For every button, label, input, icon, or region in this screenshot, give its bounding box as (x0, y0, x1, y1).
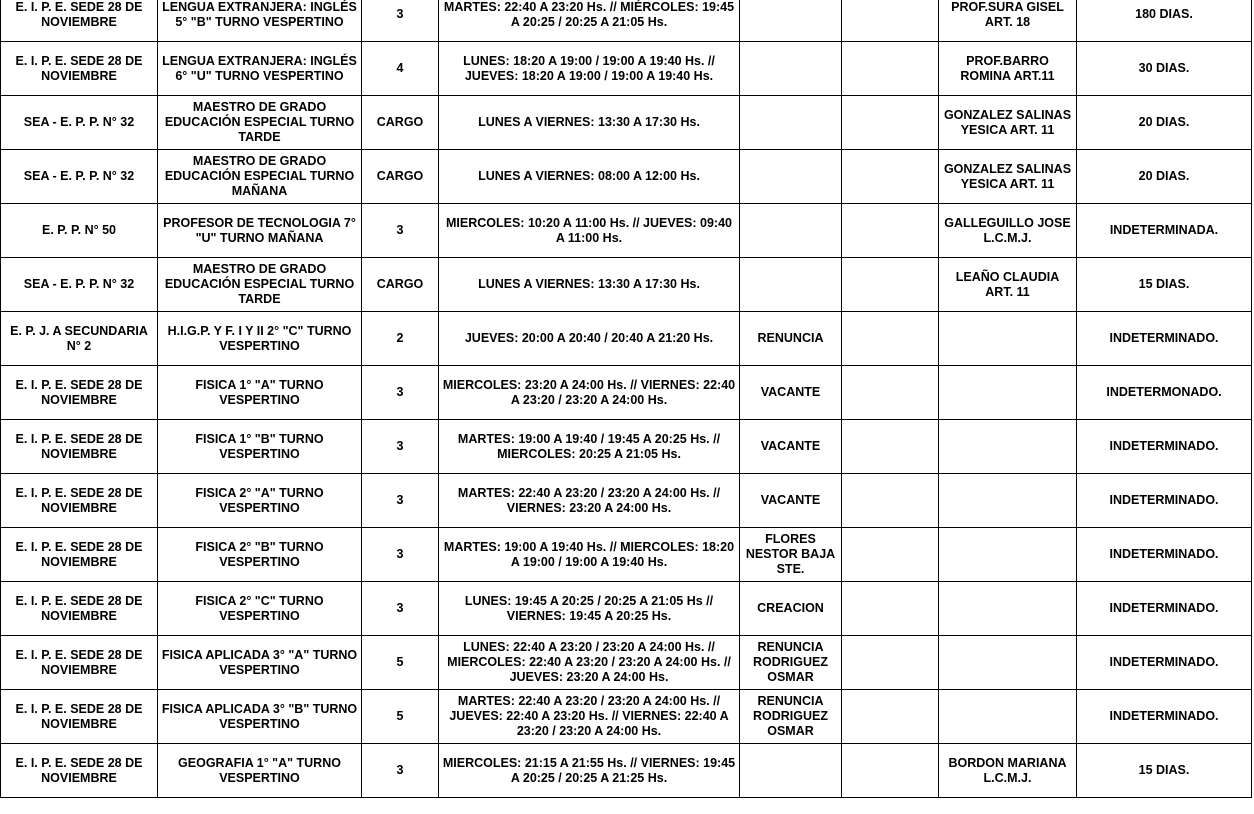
schedule-cell: MIERCOLES: 10:20 A 11:00 Hs. // JUEVES: 09:40 A 11:00 Hs. (439, 204, 740, 258)
table-row (1, 420, 1252, 474)
hours-cell: 3 (362, 0, 439, 42)
status-cell (740, 744, 842, 798)
status-cell: RENUNCIA RODRIGUEZ OSMAR (740, 636, 842, 690)
table-row (1, 0, 1252, 42)
subject-cell: FISICA 1° "B" TURNO VESPERTINO (158, 420, 362, 474)
status-cell (740, 0, 842, 42)
notes-cell (842, 420, 939, 474)
duration-cell: INDETERMINADO. (1077, 690, 1252, 744)
substitute-cell (939, 636, 1077, 690)
status-cell: VACANTE (740, 366, 842, 420)
subject-cell: FISICA 1° "A" TURNO VESPERTINO (158, 366, 362, 420)
school-cell: E. I. P. E. SEDE 28 DE NOVIEMBRE (1, 582, 158, 636)
substitute-cell (939, 366, 1077, 420)
subject-cell: FISICA APLICADA 3° "A" TURNO VESPERTINO (158, 636, 362, 690)
duration-cell: INDETERMINADO. (1077, 312, 1252, 366)
school-cell: E. I. P. E. SEDE 28 DE NOVIEMBRE (1, 690, 158, 744)
hours-cell: 3 (362, 582, 439, 636)
notes-cell (842, 690, 939, 744)
notes-cell (842, 0, 939, 42)
schedule-cell: LUNES A VIERNES: 08:00 A 12:00 Hs. (439, 150, 740, 204)
table-row (1, 312, 1252, 366)
table-row (1, 636, 1252, 690)
notes-cell (842, 96, 939, 150)
substitute-cell: BORDON MARIANA L.C.M.J. (939, 744, 1077, 798)
subject-cell: MAESTRO DE GRADO EDUCACIÓN ESPECIAL TURNO TARDE (158, 258, 362, 312)
school-cell: SEA - E. P. P. N° 32 (1, 96, 158, 150)
duration-cell: 20 DIAS. (1077, 150, 1252, 204)
table-row (1, 744, 1252, 798)
school-cell: E. P. J. A SECUNDARIA N° 2 (1, 312, 158, 366)
subject-cell: FISICA 2° "B" TURNO VESPERTINO (158, 528, 362, 582)
schedule-cell: MARTES: 22:40 A 23:20 Hs. // MIÉRCOLES: 19:45 A 20:25 / 20:25 A 21:05 Hs. (439, 0, 740, 42)
subject-cell: GEOGRAFIA 1° "A" TURNO VESPERTINO (158, 744, 362, 798)
status-cell: FLORES NESTOR BAJA STE. (740, 528, 842, 582)
school-cell: SEA - E. P. P. N° 32 (1, 150, 158, 204)
school-cell: E. P. P. N° 50 (1, 204, 158, 258)
duration-cell: INDETERMINADO. (1077, 474, 1252, 528)
table-row (1, 204, 1252, 258)
substitute-cell (939, 420, 1077, 474)
subject-cell: MAESTRO DE GRADO EDUCACIÓN ESPECIAL TURNO MAÑANA (158, 150, 362, 204)
schedule-cell: LUNES: 22:40 A 23:20 / 23:20 A 24:00 Hs. // MIERCOLES: 22:40 A 23:20 / 23:20 A 24:00 Hs. // JUEVES: 23:20 A 24:00 Hs. (439, 636, 740, 690)
notes-cell (842, 150, 939, 204)
schedule-cell: MIERCOLES: 23:20 A 24:00 Hs. // VIERNES: 22:40 A 23:20 / 23:20 A 24:00 Hs. (439, 366, 740, 420)
schedule-cell: LUNES A VIERNES: 13:30 A 17:30 Hs. (439, 96, 740, 150)
notes-cell (842, 258, 939, 312)
subject-cell: LENGUA EXTRANJERA: INGLÉS 6° "U" TURNO VESPERTINO (158, 42, 362, 96)
duration-cell: INDETERMINADO. (1077, 528, 1252, 582)
hours-cell: 2 (362, 312, 439, 366)
notes-cell (842, 366, 939, 420)
table-row (1, 258, 1252, 312)
status-cell: RENUNCIA (740, 312, 842, 366)
school-cell: E. I. P. E. SEDE 28 DE NOVIEMBRE (1, 366, 158, 420)
schedule-cell: LUNES: 18:20 A 19:00 / 19:00 A 19:40 Hs. // JUEVES: 18:20 A 19:00 / 19:00 A 19:40 Hs. (439, 42, 740, 96)
table-row (1, 474, 1252, 528)
school-cell: E. I. P. E. SEDE 28 DE NOVIEMBRE (1, 0, 158, 42)
substitute-cell: PROF.SURA GISEL ART. 18 (939, 0, 1077, 42)
substitute-cell: GALLEGUILLO JOSE L.C.M.J. (939, 204, 1077, 258)
hours-cell: CARGO (362, 258, 439, 312)
schedule-cell: MARTES: 19:00 A 19:40 / 19:45 A 20:25 Hs. // MIERCOLES: 20:25 A 21:05 Hs. (439, 420, 740, 474)
hours-cell: 4 (362, 42, 439, 96)
substitute-cell: LEAÑO CLAUDIA ART. 11 (939, 258, 1077, 312)
schedule-cell: JUEVES: 20:00 A 20:40 / 20:40 A 21:20 Hs. (439, 312, 740, 366)
notes-cell (842, 636, 939, 690)
status-cell: CREACION (740, 582, 842, 636)
hours-cell: 3 (362, 420, 439, 474)
subject-cell: PROFESOR DE TECNOLOGIA 7° "U" TURNO MAÑANA (158, 204, 362, 258)
table-row (1, 528, 1252, 582)
hours-cell: 5 (362, 690, 439, 744)
hours-cell: 3 (362, 744, 439, 798)
subject-cell: FISICA 2° "C" TURNO VESPERTINO (158, 582, 362, 636)
notes-cell (842, 312, 939, 366)
hours-cell: CARGO (362, 96, 439, 150)
schedule-cell: LUNES A VIERNES: 13:30 A 17:30 Hs. (439, 258, 740, 312)
notes-cell (842, 474, 939, 528)
notes-cell (842, 204, 939, 258)
table-row (1, 366, 1252, 420)
duration-cell: INDETERMONADO. (1077, 366, 1252, 420)
hours-cell: 3 (362, 474, 439, 528)
substitute-cell (939, 474, 1077, 528)
duration-cell: INDETERMINADA. (1077, 204, 1252, 258)
table-row (1, 150, 1252, 204)
notes-cell (842, 528, 939, 582)
school-cell: E. I. P. E. SEDE 28 DE NOVIEMBRE (1, 744, 158, 798)
status-cell (740, 96, 842, 150)
substitute-cell (939, 690, 1077, 744)
school-cell: E. I. P. E. SEDE 28 DE NOVIEMBRE (1, 474, 158, 528)
status-cell (740, 150, 842, 204)
hours-cell: 3 (362, 366, 439, 420)
duration-cell: INDETERMINADO. (1077, 420, 1252, 474)
duration-cell: 15 DIAS. (1077, 744, 1252, 798)
schedule-cell: LUNES: 19:45 A 20:25 / 20:25 A 21:05 Hs // VIERNES: 19:45 A 20:25 Hs. (439, 582, 740, 636)
notes-cell (842, 42, 939, 96)
notes-cell (842, 582, 939, 636)
subject-cell: MAESTRO DE GRADO EDUCACIÓN ESPECIAL TURNO TARDE (158, 96, 362, 150)
notes-cell (842, 744, 939, 798)
table-row (1, 42, 1252, 96)
subject-cell: FISICA 2° "A" TURNO VESPERTINO (158, 474, 362, 528)
substitute-cell (939, 528, 1077, 582)
status-cell (740, 204, 842, 258)
schedule-cell: MARTES: 22:40 A 23:20 / 23:20 A 24:00 Hs. // VIERNES: 23:20 A 24:00 Hs. (439, 474, 740, 528)
subject-cell: LENGUA EXTRANJERA: INGLÉS 5° "B" TURNO VESPERTINO (158, 0, 362, 42)
hours-cell: 3 (362, 528, 439, 582)
school-cell: E. I. P. E. SEDE 28 DE NOVIEMBRE (1, 636, 158, 690)
duration-cell: INDETERMINADO. (1077, 582, 1252, 636)
status-cell: RENUNCIA RODRIGUEZ OSMAR (740, 690, 842, 744)
duration-cell: INDETERMINADO. (1077, 636, 1252, 690)
duration-cell: 30 DIAS. (1077, 42, 1252, 96)
duration-cell: 15 DIAS. (1077, 258, 1252, 312)
subject-cell: FISICA APLICADA 3° "B" TURNO VESPERTINO (158, 690, 362, 744)
duration-cell: 180 DIAS. (1077, 0, 1252, 42)
school-cell: SEA - E. P. P. N° 32 (1, 258, 158, 312)
table-row (1, 690, 1252, 744)
hours-cell: CARGO (362, 150, 439, 204)
substitute-cell (939, 312, 1077, 366)
school-cell: E. I. P. E. SEDE 28 DE NOVIEMBRE (1, 420, 158, 474)
status-cell (740, 42, 842, 96)
school-cell: E. I. P. E. SEDE 28 DE NOVIEMBRE (1, 42, 158, 96)
table-row (1, 96, 1252, 150)
hours-cell: 3 (362, 204, 439, 258)
school-cell: E. I. P. E. SEDE 28 DE NOVIEMBRE (1, 528, 158, 582)
substitute-cell: GONZALEZ SALINAS YESICA ART. 11 (939, 150, 1077, 204)
table-row (1, 582, 1252, 636)
status-cell (740, 258, 842, 312)
substitute-cell (939, 582, 1077, 636)
substitute-cell: GONZALEZ SALINAS YESICA ART. 11 (939, 96, 1077, 150)
schedule-cell: MARTES: 19:00 A 19:40 Hs. // MIERCOLES: 18:20 A 19:00 / 19:00 A 19:40 Hs. (439, 528, 740, 582)
subject-cell: H.I.G.P. Y F. I Y II 2° "C" TURNO VESPERTINO (158, 312, 362, 366)
hours-cell: 5 (362, 636, 439, 690)
status-cell: VACANTE (740, 420, 842, 474)
substitute-cell: PROF.BARRO ROMINA ART.11 (939, 42, 1077, 96)
schedule-cell: MIERCOLES: 21:15 A 21:55 Hs. // VIERNES: 19:45 A 20:25 / 20:25 A 21:25 Hs. (439, 744, 740, 798)
schedule-cell: MARTES: 22:40 A 23:20 / 23:20 A 24:00 Hs. // JUEVES: 22:40 A 23:20 Hs. // VIERNES: 22:40 A 23:20 / 23:20 A 24:00 Hs. (439, 690, 740, 744)
status-cell: VACANTE (740, 474, 842, 528)
duration-cell: 20 DIAS. (1077, 96, 1252, 150)
